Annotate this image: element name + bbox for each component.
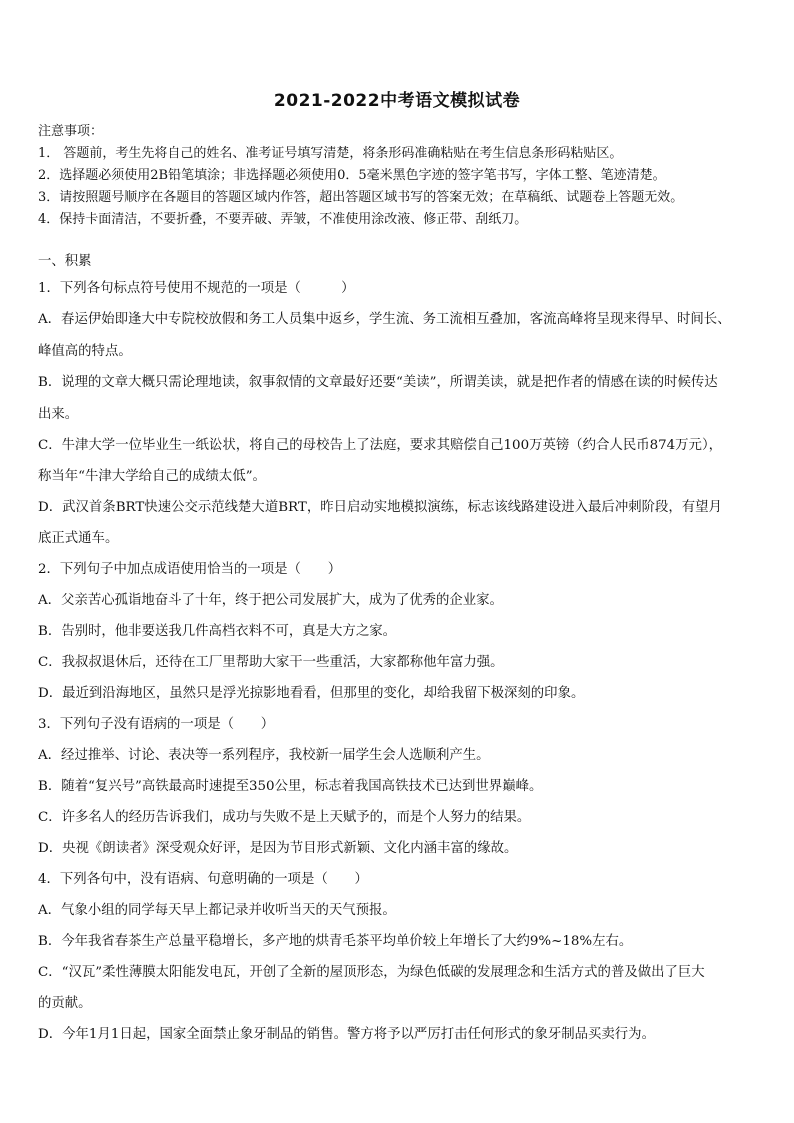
page-title: 2021-2022中考语文模拟试卷 <box>273 91 521 111</box>
option-line: A．春运伊始即逢大中专院校放假和务工人员集中返乡，学生流、务工流相互叠加，客流高峰将呈现来得早、时间长、 <box>38 312 731 327</box>
option-line: 峰值高的特点。 <box>38 344 132 359</box>
notice-item: 1． 答题前，考生先将自己的姓名、准考证号填写清楚，将条形码准确粘贴在考生信息条形码粘贴区。 <box>38 146 623 161</box>
option-line: B．今年我省春茶生产总量平稳增长，多产地的烘青毛茶平均单价较上年增长了大约9%~18%左右。 <box>38 934 633 949</box>
notice-item: 2．选择题必须使用2B铅笔填涂；非选择题必须使用0．5毫米黑色字迹的签字笔书写，字体工整、笔迹清楚。 <box>38 168 666 183</box>
notice-item: 3．请按照题号顺序在各题目的答题区域内作答，超出答题区域书写的答案无效；在草稿纸、试题卷上答题无效。 <box>38 190 684 205</box>
option-line: A．父亲苦心孤诣地奋斗了十年，终于把公司发展扩大，成为了优秀的企业家。 <box>38 593 503 608</box>
question-stem: 4．下列各句中，没有语病、句意明确的一项是（ ） <box>38 872 368 887</box>
option-line: B．说理的文章大概只需论理地读，叙事叙情的文章最好还要“美读”，所谓美读，就是把作者的情感在读的时候传达 <box>38 375 718 390</box>
question-stem: 3．下列句子没有语病的一项是（ ） <box>38 717 275 732</box>
option-line: C．许多名人的经历告诉我们，成功与失败不是上天赋予的，而是个人努力的结果。 <box>38 810 531 825</box>
question-stem: 1．下列各句标点符号使用不规范的一项是（ ） <box>38 281 355 296</box>
option-line: C．牛津大学一位毕业生一纸讼状，将自己的母校告上了法庭，要求其赔偿自己100万英镑（约合人民币874万元）， <box>38 438 723 453</box>
option-line: A．经过推举、讨论、表决等一系列程序，我校新一届学生会人选顺利产生。 <box>38 748 490 763</box>
option-line: B．随着“复兴号”高铁最高时速提至350公里，标志着我国高铁技术已达到世界巅峰。 <box>38 779 543 794</box>
option-line: A．气象小组的同学每天早上都记录并收听当天的天气预报。 <box>38 903 396 918</box>
option-line: 底正式通车。 <box>38 531 119 546</box>
section-heading: 一、积累 <box>38 254 92 269</box>
option-line: 的贡献。 <box>38 996 92 1011</box>
question-stem: 2．下列句子中加点成语使用恰当的一项是（ ） <box>38 562 342 577</box>
option-line: 称当年“牛津大学给自己的成绩太低”。 <box>38 469 266 484</box>
option-line: C．“汉瓦”柔性薄膜太阳能发电瓦，开创了全新的屋顶形态，为绿色低碳的发展理念和生活方式的普及做出了巨大 <box>38 965 705 980</box>
notice-heading: 注意事项： <box>38 124 104 139</box>
notice-item: 4．保持卡面清洁，不要折叠，不要弄破、弄皱，不准使用涂改液、修正带、刮纸刀。 <box>38 212 528 227</box>
option-line: D．武汉首条BRT快速公交示范线楚大道BRT，昨日启动实地模拟演练，标志该线路建设进入最后冲刺阶段，有望月 <box>38 500 722 515</box>
option-line: D．央视《朗读者》深受观众好评，是因为节目形式新颖、文化内涵丰富的缘故。 <box>38 841 518 856</box>
option-line: D．今年1月1日起，国家全面禁止象牙制品的销售。警方将予以严厉打击任何形式的象牙制品买卖行为。 <box>38 1027 655 1042</box>
option-line: C．我叔叔退休后，还待在工厂里帮助大家干一些重活，大家都称他年富力强。 <box>38 655 504 670</box>
option-line: D．最近到沿海地区，虽然只是浮光掠影地看看，但那里的变化，却给我留下极深刻的印象。 <box>38 686 585 701</box>
option-line: 出来。 <box>38 407 79 422</box>
option-line: B．告别时，他非要送我几件高档衣料不可，真是大方之家。 <box>38 624 396 639</box>
